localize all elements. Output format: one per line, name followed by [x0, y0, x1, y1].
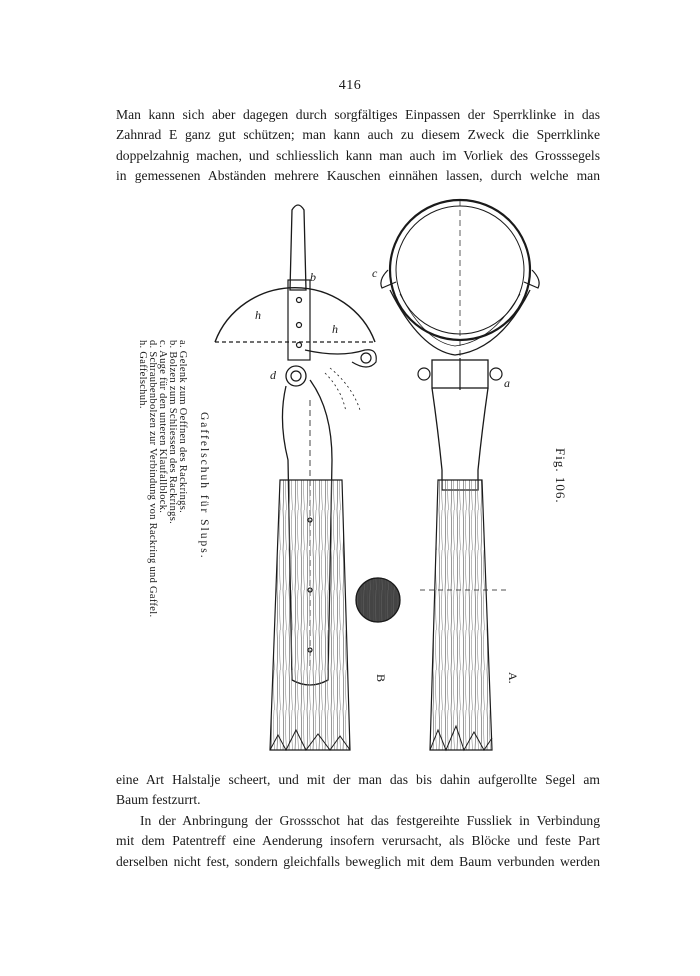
figure-caption-title: Gaffelschuh für Slups.	[198, 412, 210, 560]
text-line: doppelzahnig machen, und schliesslich kann man auch im Vorliek des Grosssegels	[116, 147, 600, 163]
paragraph-2	[116, 770, 600, 811]
text-line: in gemessenen Abständen mehrere Kauschen einnähen lassen, durch welche man	[116, 167, 600, 183]
label-d: d	[270, 368, 276, 382]
text-line: eine Art Halstalje scheert, und mit der man das bis dahin aufgerollte Segel am	[116, 772, 600, 787]
label-h-right: h	[332, 322, 338, 336]
figure-number: Fig. 106.	[553, 448, 568, 504]
page-number: 416	[338, 78, 362, 93]
label-b: b	[310, 270, 316, 284]
legend-line: h. Gaffelschuh.	[137, 340, 148, 409]
paragraph-1	[116, 105, 600, 186]
legend-line: d. Schraubenbolzen zur Verbindung von Rackring und Gaffel.	[147, 340, 158, 618]
text-line: Zahnrad E ganz gut schützen; man kann auch zu diesem Zweck die Sperrklinke	[116, 127, 600, 143]
figure-106	[120, 190, 590, 760]
paragraph-3	[116, 811, 600, 872]
legend-line: c. Auge für den unteren Klaufallblock.	[157, 340, 168, 514]
text-line: Man kann sich aber dagegen durch sorgfältiges Einpassen der Sperrklinke in das	[116, 107, 600, 122]
part-label-b: B	[374, 674, 388, 683]
part-label-a: A.	[506, 672, 520, 684]
view-b	[215, 205, 376, 750]
view-a	[381, 200, 539, 750]
text-line: In der Anbringung der Grossschot hat das festgereihte Fussliek in Verbindung	[140, 813, 600, 828]
text-line: derselben nicht fest, sondern gleichfalls beweglich mit dem Baum verbunden werden	[116, 853, 600, 869]
text-line: mit dem Patentreff eine Aenderung insofern verursacht, als Blöcke und feste Part	[116, 833, 600, 849]
cross-section	[356, 578, 400, 622]
label-c: c	[372, 266, 378, 280]
label-h-left: h	[255, 308, 261, 322]
label-a: a	[504, 376, 510, 390]
text-line: Baum festzurrt.	[116, 792, 201, 808]
legend-line: a. Gelenk zum Oeffnen des Rackrings.	[177, 340, 188, 514]
legend-line: b. Bolzen zum Schliessen des Rackrings.	[167, 340, 178, 525]
